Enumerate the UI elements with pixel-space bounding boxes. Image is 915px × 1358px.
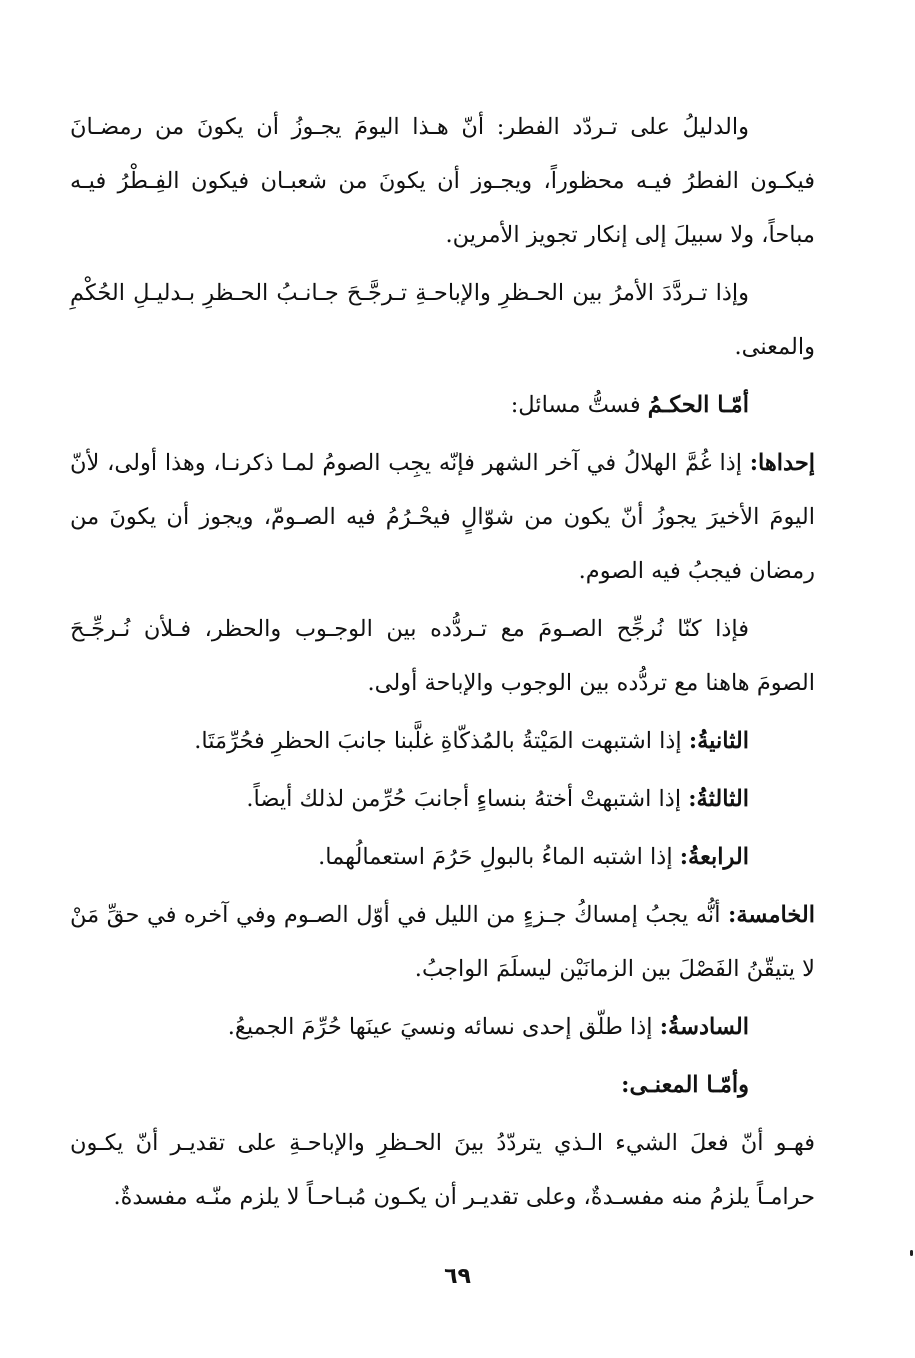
issue-4-label: الرابعةُ: bbox=[679, 844, 749, 870]
paragraph-2: وإذا تـردَّدَ الأمرُ بين الحـظرِ والإباحـةِ تـرجَّـحَ جـانـبُ الحـظرِ بـدليـلِ الحُكْمِ والمعنى. bbox=[70, 280, 815, 360]
page-number: ٦٩ bbox=[444, 1264, 471, 1289]
issue-1-label: إحداها: bbox=[749, 450, 815, 476]
paragraph-7-text: إذا اشتبهتْ أختهُ بنساءٍ أجانبَ حُرِّمن لذلك أيضاً. bbox=[246, 786, 689, 812]
page-body bbox=[70, 100, 815, 1228]
issue-2-label: الثانيةُ: bbox=[688, 728, 749, 754]
paragraph-11 bbox=[70, 1058, 815, 1112]
paragraph-4-text: إذا غُمَّ الهلالُ في آخر الشهر فإنّه يجِب الصومُ لمـا ذكرنـا، وهذا أولى، لأنّ اليومَ الأخيرَ يجوزُ أنّ يكون من شوّالٍ فيحْـرُمُ فيه الصـومّ، ويجوز أن يكونَ من رمضان فيجبُ فيه الصوم. bbox=[70, 450, 815, 584]
paragraph-3-text: فستُّ مسائل: bbox=[510, 392, 648, 418]
paragraph-3 bbox=[70, 378, 815, 432]
paragraph-12: فهـو أنّ فعلَ الشيء الـذي يتردّدُ بينَ الحـظرِ والإباحـةِ على تقديـر أنّ يكـون حرامـاً يلزمُ منه مفسـدةٌ، وعلى تقديـر أن يكـون مُبـاحـاً لا يلزم منّـه مفسدةٌ. bbox=[70, 1130, 815, 1210]
paragraph-9-text: أنُّه يجبُ إمساكُ جـزءٍ من الليل في أوّل الصـوم وفي آخره في حقِّ مَنْ لا يتيقّنُ الفَصْلَ بين الزمانَيْن ليسلَمَ الواجبُ. bbox=[70, 902, 815, 982]
issue-5-label: الخامسة: bbox=[728, 902, 815, 928]
paragraph-5: فإذا كنّا نُرجِّح الصـومَ مع تـردُّده بين الوجـوب والحظر، فـلأن نُـرجِّـحَ الصومَ هاهنا مع تردُّده بين الوجوب والإباحة أولى. bbox=[70, 616, 815, 696]
paragraph-8-text: إذا اشتبه الماءُ بالبولِ حَرُمَ استعمالُهما. bbox=[318, 844, 680, 870]
section-heading-maana: وأمّـا المعنـى: bbox=[621, 1072, 749, 1098]
scan-speck bbox=[910, 1250, 913, 1256]
section-heading-hukm: أمّـا الحكـمُ bbox=[647, 392, 749, 418]
paragraph-8 bbox=[70, 830, 815, 884]
paragraph-6-text: إذا اشتبهت المَيْتةُ بالمُذكّاةِ غلَّبنا جانبَ الحظرِ فحُرِّمَتَا. bbox=[194, 728, 689, 754]
paragraph-4 bbox=[70, 436, 815, 598]
paragraph-9 bbox=[70, 888, 815, 996]
paragraph-10 bbox=[70, 1000, 815, 1054]
paragraph-7 bbox=[70, 772, 815, 826]
issue-3-label: الثالثةُ: bbox=[688, 786, 749, 812]
paragraph-10-text: إذا طلّق إحدى نسائه ونسيَ عينَها حُرِّمَ الجميعُ. bbox=[227, 1014, 660, 1040]
issue-6-label: السادسةُ: bbox=[659, 1014, 749, 1040]
paragraph-1: والدليلُ على تـردّد الفطر: أنّ هـذا اليومَ يجـوزُ أن يكونَ من رمضـانَ فيكـون الفطرُ فيـه محظوراً، ويجـوز أن يكونَ من شعبـان فيكون الفِـطْرُ فيـه مباحاً، ولا سبيلَ إلى إنكار تجويز الأمرين. bbox=[70, 114, 815, 248]
paragraph-6 bbox=[70, 714, 815, 768]
